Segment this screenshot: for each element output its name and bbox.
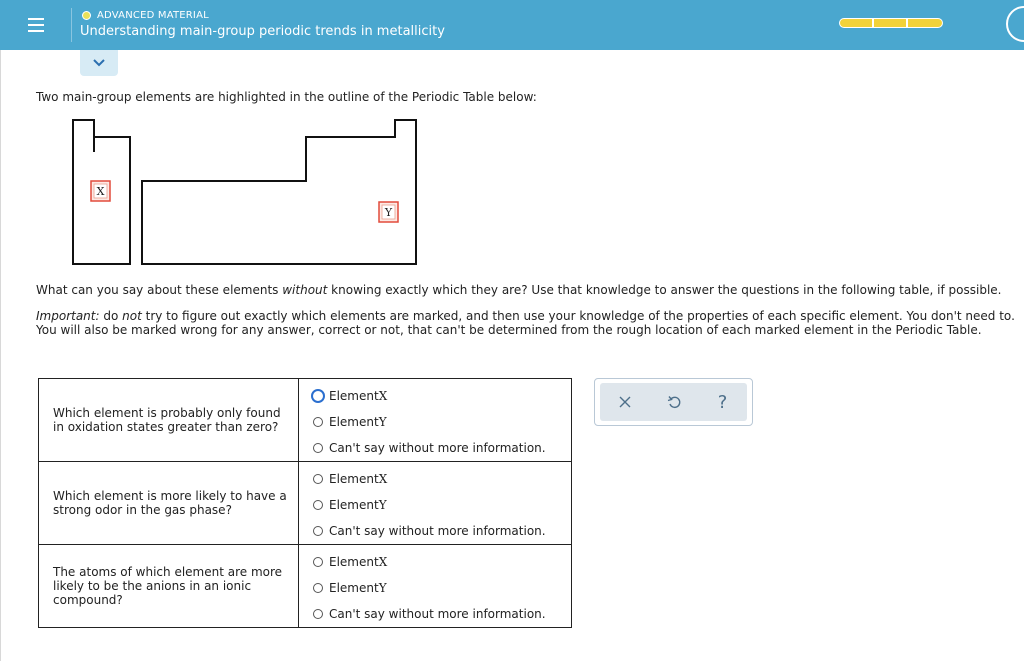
- help-button[interactable]: ?: [717, 391, 728, 413]
- radio-button[interactable]: [313, 474, 323, 484]
- element-y-marker: [379, 202, 398, 222]
- option-element-y[interactable]: [313, 409, 571, 435]
- option-label: Element: [329, 581, 379, 595]
- option-cant-say[interactable]: [313, 435, 571, 461]
- option-cant-say[interactable]: [313, 601, 571, 627]
- progress-segment: [908, 19, 942, 27]
- status-circle-button[interactable]: [1006, 6, 1024, 42]
- option-symbol: X: [378, 472, 388, 486]
- table-row: [39, 462, 572, 545]
- hamburger-icon: [28, 18, 44, 32]
- element-x-label: X: [96, 185, 105, 198]
- option-label: Can't say without more information.: [329, 607, 546, 621]
- level-indicator: [82, 8, 209, 22]
- progress-segment: [874, 19, 908, 27]
- table-row: [39, 545, 572, 628]
- progress-segment: [840, 19, 874, 27]
- radio-button[interactable]: [313, 443, 323, 453]
- option-symbol: Y: [378, 498, 387, 512]
- undo-icon: [667, 395, 681, 409]
- intro-text: Two main-group elements are highlighted in the outline of the Periodic Table below:: [36, 90, 537, 104]
- options-cell: [299, 462, 572, 545]
- chevron-down-icon: [93, 59, 105, 67]
- important-note: [36, 309, 1021, 337]
- option-label: Can't say without more information.: [329, 441, 546, 455]
- important-label: Important:: [36, 309, 100, 323]
- menu-button[interactable]: [0, 0, 71, 50]
- collapse-toggle[interactable]: [80, 50, 118, 76]
- table-row: [39, 379, 572, 462]
- important-emphasis: not: [122, 309, 142, 323]
- options-cell: [299, 545, 572, 628]
- radio-button[interactable]: [313, 417, 323, 427]
- element-x-marker: [91, 181, 110, 201]
- element-y-label: Y: [384, 206, 393, 219]
- option-element-x[interactable]: [313, 383, 571, 409]
- radio-button[interactable]: [313, 609, 323, 619]
- option-symbol: X: [378, 555, 388, 569]
- radio-button[interactable]: [313, 583, 323, 593]
- periodic-table-outline: [60, 112, 430, 272]
- radio-button[interactable]: [313, 526, 323, 536]
- radio-button[interactable]: [313, 500, 323, 510]
- question-prompt: [36, 283, 1021, 297]
- clear-button[interactable]: [610, 387, 640, 417]
- answer-table: [38, 378, 572, 628]
- option-label: Element: [329, 498, 379, 512]
- page-edge: [0, 50, 1, 661]
- question-cell: Which element is more likely to have a strong odor in the gas phase?: [39, 462, 299, 545]
- answer-tools: [600, 383, 747, 421]
- prompt-emphasis: without: [282, 283, 328, 297]
- progress-bar: [839, 18, 943, 28]
- option-element-x[interactable]: [313, 466, 571, 492]
- undo-button[interactable]: [659, 387, 689, 417]
- radio-button[interactable]: [313, 557, 323, 567]
- prompt-text: What can you say about these elements: [36, 283, 283, 297]
- level-label: ADVANCED MATERIAL: [97, 9, 209, 21]
- option-element-x[interactable]: [313, 549, 571, 575]
- radio-button[interactable]: [311, 389, 325, 403]
- option-symbol: X: [378, 389, 388, 403]
- close-icon: [619, 396, 631, 408]
- header-divider: [71, 8, 72, 42]
- answer-tools-panel: [594, 378, 753, 426]
- top-bar: [0, 0, 1024, 50]
- level-dot-icon: [82, 11, 91, 20]
- page-title: Understanding main-group periodic trends in metallicity: [80, 24, 445, 39]
- option-label: Element: [329, 472, 379, 486]
- option-label: Can't say without more information.: [329, 524, 546, 538]
- prompt-text-cont: knowing exactly which they are? Use that knowledge to answer the questions in the following table, if possible.: [327, 283, 1002, 297]
- option-element-y[interactable]: [313, 575, 571, 601]
- option-label: Element: [329, 415, 379, 429]
- option-cant-say[interactable]: [313, 518, 571, 544]
- important-text-cont: try to figure out exactly which elements are marked, and then use your knowledge of the properties of each specific element. You don't need to. You will also be marked wrong for any answer, correct or not, that can't be determined from the rough location of each marked element in the Periodic Table.: [36, 309, 1015, 337]
- option-symbol: Y: [378, 581, 387, 595]
- question-cell: The atoms of which element are more likely to be the anions in an ionic compound?: [39, 545, 299, 628]
- option-label: Element: [329, 389, 379, 403]
- option-label: Element: [329, 555, 379, 569]
- options-cell: [299, 379, 572, 462]
- option-element-y[interactable]: [313, 492, 571, 518]
- option-symbol: Y: [378, 415, 387, 429]
- important-text: do: [99, 309, 123, 323]
- question-cell: Which element is probably only found in oxidation states greater than zero?: [39, 379, 299, 462]
